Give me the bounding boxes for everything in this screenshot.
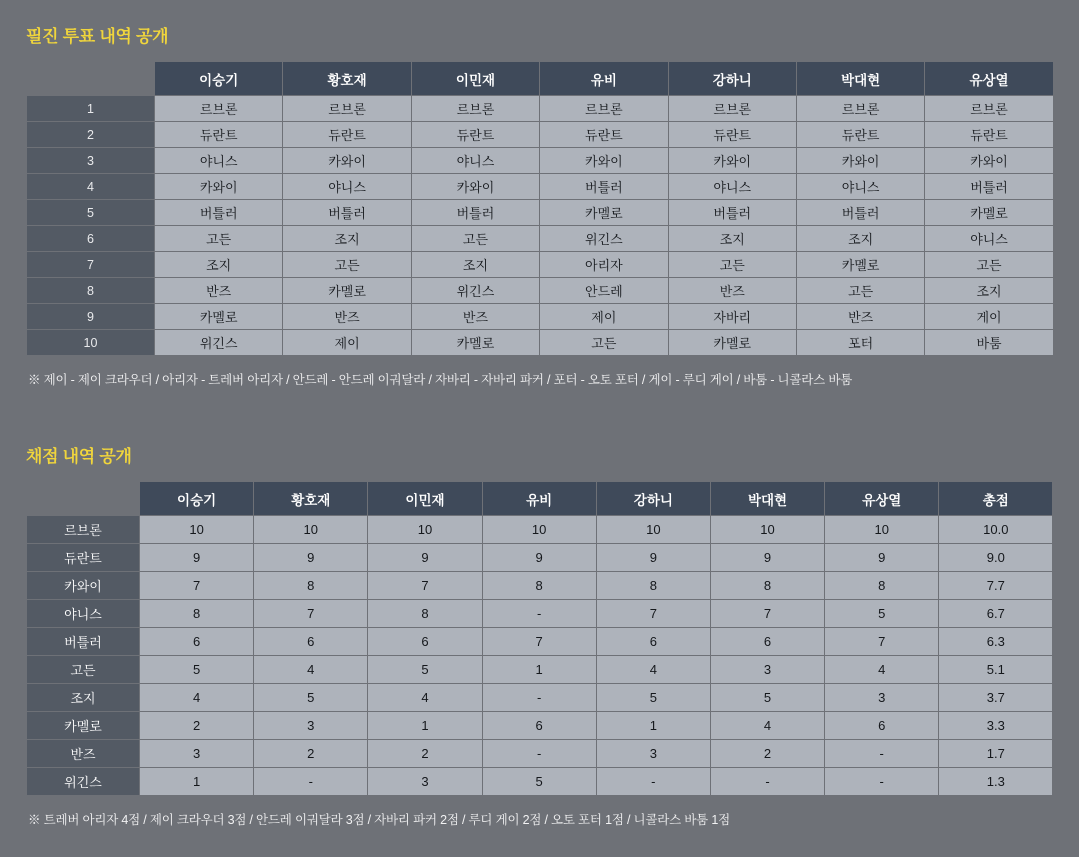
votes-cell: 반즈 bbox=[411, 304, 539, 330]
scores-total-cell: 3.7 bbox=[939, 684, 1053, 712]
scores-player-label: 조지 bbox=[27, 684, 140, 712]
votes-cell: 듀란트 bbox=[925, 122, 1053, 148]
scores-total-cell: 6.7 bbox=[939, 600, 1053, 628]
votes-cell: 바툼 bbox=[925, 330, 1053, 356]
votes-cell: 카멜로 bbox=[540, 200, 668, 226]
votes-cell: 르브론 bbox=[668, 96, 796, 122]
scores-cell: 10 bbox=[140, 516, 254, 544]
table-row bbox=[27, 174, 1054, 200]
scores-cell: 5 bbox=[482, 768, 596, 796]
scores-cell: 7 bbox=[596, 600, 710, 628]
votes-cell: 르브론 bbox=[540, 96, 668, 122]
votes-cell: 반즈 bbox=[283, 304, 411, 330]
votes-cell: 듀란트 bbox=[283, 122, 411, 148]
table-row bbox=[27, 712, 1053, 740]
votes-table-body bbox=[27, 96, 1054, 356]
scores-column-header: 이승기 bbox=[140, 482, 254, 516]
votes-section-title: 필진 투표 내역 공개 bbox=[26, 27, 169, 46]
scores-cell: 9 bbox=[482, 544, 596, 572]
votes-cell: 카멜로 bbox=[925, 200, 1053, 226]
votes-cell: 고든 bbox=[925, 252, 1053, 278]
scores-cell: 6 bbox=[140, 628, 254, 656]
scores-total-cell: 3.3 bbox=[939, 712, 1053, 740]
scores-cell: 6 bbox=[368, 628, 482, 656]
scores-player-label: 위긴스 bbox=[27, 768, 140, 796]
table-row bbox=[27, 278, 1054, 304]
votes-cell: 조지 bbox=[283, 226, 411, 252]
scores-cell: 7 bbox=[368, 572, 482, 600]
scores-cell: 8 bbox=[596, 572, 710, 600]
votes-rank-label: 6 bbox=[27, 226, 155, 252]
votes-cell: 듀란트 bbox=[411, 122, 539, 148]
scores-total-cell: 10.0 bbox=[939, 516, 1053, 544]
votes-cell: 위긴스 bbox=[155, 330, 283, 356]
scores-cell: 8 bbox=[368, 600, 482, 628]
scores-cell: - bbox=[254, 768, 368, 796]
scores-corner-cell bbox=[27, 482, 140, 516]
scores-cell: 4 bbox=[140, 684, 254, 712]
votes-cell: 고든 bbox=[411, 226, 539, 252]
votes-footnote: ※ 제이 - 제이 크라우더 / 아리자 - 트레버 아리자 / 안드레 - 안드레 이궈달라 / 자바리 - 자바리 파커 / 포터 - 오토 포터 / 게이 - 루디 게이 / 바툼 - 니콜라스 바툼 bbox=[28, 373, 853, 387]
scores-cell: 9 bbox=[825, 544, 939, 572]
scores-cell: 7 bbox=[710, 600, 824, 628]
scores-cell: 7 bbox=[254, 600, 368, 628]
votes-cell: 듀란트 bbox=[796, 122, 924, 148]
scores-cell: 6 bbox=[482, 712, 596, 740]
scores-column-header: 강하니 bbox=[596, 482, 710, 516]
scores-cell: 5 bbox=[596, 684, 710, 712]
scores-cell: 10 bbox=[482, 516, 596, 544]
votes-cell: 카와이 bbox=[796, 148, 924, 174]
scores-cell: 3 bbox=[825, 684, 939, 712]
votes-column-header: 이승기 bbox=[155, 62, 283, 96]
table-row bbox=[27, 330, 1054, 356]
table-row bbox=[27, 148, 1054, 174]
scores-table-head bbox=[27, 482, 1053, 516]
votes-column-header: 이민재 bbox=[411, 62, 539, 96]
votes-cell: 버틀러 bbox=[283, 200, 411, 226]
votes-cell: 고든 bbox=[155, 226, 283, 252]
votes-cell: 반즈 bbox=[155, 278, 283, 304]
scores-player-label: 반즈 bbox=[27, 740, 140, 768]
scores-cell: 8 bbox=[140, 600, 254, 628]
scores-total-cell: 7.7 bbox=[939, 572, 1053, 600]
table-row bbox=[27, 304, 1054, 330]
votes-cell: 반즈 bbox=[668, 278, 796, 304]
scores-section-title: 채점 내역 공개 bbox=[26, 447, 132, 466]
votes-rank-label: 9 bbox=[27, 304, 155, 330]
scores-player-label: 르브론 bbox=[27, 516, 140, 544]
scores-cell: 6 bbox=[825, 712, 939, 740]
table-row bbox=[27, 684, 1053, 712]
scores-cell: 1 bbox=[482, 656, 596, 684]
scores-cell: - bbox=[825, 768, 939, 796]
votes-column-header: 황호재 bbox=[283, 62, 411, 96]
scores-total-cell: 6.3 bbox=[939, 628, 1053, 656]
scores-cell: 1 bbox=[596, 712, 710, 740]
votes-rank-label: 10 bbox=[27, 330, 155, 356]
scores-header-row bbox=[27, 482, 1053, 516]
table-row bbox=[27, 226, 1054, 252]
scores-cell: 6 bbox=[710, 628, 824, 656]
votes-cell: 버틀러 bbox=[411, 200, 539, 226]
votes-rank-label: 8 bbox=[27, 278, 155, 304]
votes-cell: 안드레 bbox=[540, 278, 668, 304]
votes-cell: 카와이 bbox=[540, 148, 668, 174]
scores-total-cell: 1.3 bbox=[939, 768, 1053, 796]
votes-table bbox=[26, 61, 1054, 356]
votes-cell: 버틀러 bbox=[668, 200, 796, 226]
scores-column-header: 유비 bbox=[482, 482, 596, 516]
scores-cell: 5 bbox=[140, 656, 254, 684]
scores-total-header: 총점 bbox=[939, 482, 1053, 516]
scores-cell: 7 bbox=[140, 572, 254, 600]
scores-player-label: 버틀러 bbox=[27, 628, 140, 656]
votes-column-header: 유비 bbox=[540, 62, 668, 96]
votes-cell: 르브론 bbox=[411, 96, 539, 122]
scores-cell: 4 bbox=[254, 656, 368, 684]
votes-cell: 조지 bbox=[411, 252, 539, 278]
votes-rank-label: 5 bbox=[27, 200, 155, 226]
scores-cell: - bbox=[482, 740, 596, 768]
votes-cell: 카멜로 bbox=[796, 252, 924, 278]
votes-cell: 듀란트 bbox=[540, 122, 668, 148]
scores-cell: 5 bbox=[368, 656, 482, 684]
scores-cell: 2 bbox=[140, 712, 254, 740]
scores-column-header: 이민재 bbox=[368, 482, 482, 516]
scores-column-header: 유상열 bbox=[825, 482, 939, 516]
table-row bbox=[27, 544, 1053, 572]
scores-cell: 2 bbox=[254, 740, 368, 768]
scores-player-label: 카멜로 bbox=[27, 712, 140, 740]
table-row bbox=[27, 252, 1054, 278]
votes-cell: 야니스 bbox=[925, 226, 1053, 252]
votes-cell: 카멜로 bbox=[155, 304, 283, 330]
table-row bbox=[27, 122, 1054, 148]
votes-cell: 조지 bbox=[925, 278, 1053, 304]
votes-cell: 버틀러 bbox=[155, 200, 283, 226]
votes-cell: 위긴스 bbox=[411, 278, 539, 304]
scores-cell: 8 bbox=[254, 572, 368, 600]
scores-table-body bbox=[27, 516, 1053, 796]
scores-total-cell: 5.1 bbox=[939, 656, 1053, 684]
scores-cell: 10 bbox=[710, 516, 824, 544]
votes-cell: 카멜로 bbox=[668, 330, 796, 356]
table-row bbox=[27, 656, 1053, 684]
scores-player-label: 고든 bbox=[27, 656, 140, 684]
scores-cell: 4 bbox=[825, 656, 939, 684]
scores-cell: 2 bbox=[710, 740, 824, 768]
votes-cell: 르브론 bbox=[925, 96, 1053, 122]
table-row bbox=[27, 628, 1053, 656]
votes-cell: 야니스 bbox=[796, 174, 924, 200]
votes-cell: 제이 bbox=[283, 330, 411, 356]
scores-player-label: 듀란트 bbox=[27, 544, 140, 572]
scores-table bbox=[26, 481, 1053, 796]
votes-cell: 르브론 bbox=[155, 96, 283, 122]
scores-cell: - bbox=[710, 768, 824, 796]
scores-cell: 2 bbox=[368, 740, 482, 768]
votes-cell: 반즈 bbox=[796, 304, 924, 330]
votes-cell: 야니스 bbox=[155, 148, 283, 174]
votes-cell: 카와이 bbox=[411, 174, 539, 200]
scores-cell: 1 bbox=[140, 768, 254, 796]
votes-rank-label: 1 bbox=[27, 96, 155, 122]
table-row bbox=[27, 96, 1054, 122]
votes-cell: 조지 bbox=[155, 252, 283, 278]
scores-cell: 10 bbox=[368, 516, 482, 544]
votes-cell: 고든 bbox=[540, 330, 668, 356]
table-row bbox=[27, 572, 1053, 600]
table-row bbox=[27, 740, 1053, 768]
votes-header-row bbox=[27, 62, 1054, 96]
scores-cell: 7 bbox=[825, 628, 939, 656]
scores-cell: 10 bbox=[596, 516, 710, 544]
scores-total-cell: 1.7 bbox=[939, 740, 1053, 768]
votes-cell: 버틀러 bbox=[540, 174, 668, 200]
votes-cell: 위긴스 bbox=[540, 226, 668, 252]
votes-column-header: 강하니 bbox=[668, 62, 796, 96]
scores-player-label: 야니스 bbox=[27, 600, 140, 628]
votes-cell: 조지 bbox=[796, 226, 924, 252]
votes-cell: 야니스 bbox=[411, 148, 539, 174]
scores-cell: 1 bbox=[368, 712, 482, 740]
votes-column-header: 박대현 bbox=[796, 62, 924, 96]
votes-cell: 카와이 bbox=[925, 148, 1053, 174]
votes-cell: 카와이 bbox=[283, 148, 411, 174]
scores-cell: 5 bbox=[710, 684, 824, 712]
votes-cell: 고든 bbox=[668, 252, 796, 278]
scores-cell: 8 bbox=[710, 572, 824, 600]
votes-cell: 르브론 bbox=[796, 96, 924, 122]
scores-cell: 3 bbox=[254, 712, 368, 740]
scores-cell: 3 bbox=[596, 740, 710, 768]
scores-cell: - bbox=[482, 684, 596, 712]
scores-cell: 5 bbox=[254, 684, 368, 712]
votes-cell: 르브론 bbox=[283, 96, 411, 122]
votes-cell: 버틀러 bbox=[925, 174, 1053, 200]
scores-cell: 4 bbox=[368, 684, 482, 712]
votes-rank-label: 4 bbox=[27, 174, 155, 200]
votes-corner-cell bbox=[27, 62, 155, 96]
scores-cell: 9 bbox=[368, 544, 482, 572]
scores-total-cell: 9.0 bbox=[939, 544, 1053, 572]
votes-cell: 듀란트 bbox=[668, 122, 796, 148]
votes-table-head bbox=[27, 62, 1054, 96]
votes-cell: 고든 bbox=[283, 252, 411, 278]
votes-cell: 포터 bbox=[796, 330, 924, 356]
scores-column-header: 박대현 bbox=[710, 482, 824, 516]
table-row bbox=[27, 600, 1053, 628]
votes-cell: 카멜로 bbox=[411, 330, 539, 356]
votes-cell: 카와이 bbox=[155, 174, 283, 200]
votes-rank-label: 3 bbox=[27, 148, 155, 174]
scores-cell: 6 bbox=[596, 628, 710, 656]
scores-cell: 4 bbox=[710, 712, 824, 740]
table-row bbox=[27, 200, 1054, 226]
scores-cell: 9 bbox=[710, 544, 824, 572]
votes-cell: 조지 bbox=[668, 226, 796, 252]
votes-column-header: 유상열 bbox=[925, 62, 1053, 96]
section-spacer bbox=[26, 388, 1053, 438]
votes-rank-label: 7 bbox=[27, 252, 155, 278]
scores-cell: 9 bbox=[254, 544, 368, 572]
scores-cell: 5 bbox=[825, 600, 939, 628]
scores-cell: 3 bbox=[140, 740, 254, 768]
votes-cell: 야니스 bbox=[283, 174, 411, 200]
votes-cell: 버틀러 bbox=[796, 200, 924, 226]
scores-cell: 9 bbox=[596, 544, 710, 572]
scores-column-header: 황호재 bbox=[254, 482, 368, 516]
votes-cell: 아리자 bbox=[540, 252, 668, 278]
scores-cell: - bbox=[596, 768, 710, 796]
votes-cell: 자바리 bbox=[668, 304, 796, 330]
scores-footnote: ※ 트레버 아리자 4점 / 제이 크라우더 3점 / 안드레 이궈달라 3점 / 자바리 파커 2점 / 루디 게이 2점 / 오토 포터 1점 / 니콜라스 바툼 1점 bbox=[28, 813, 730, 827]
scores-cell: 8 bbox=[482, 572, 596, 600]
table-row bbox=[27, 768, 1053, 796]
scores-cell: 3 bbox=[368, 768, 482, 796]
scores-cell: - bbox=[482, 600, 596, 628]
scores-cell: - bbox=[825, 740, 939, 768]
votes-cell: 카멜로 bbox=[283, 278, 411, 304]
table-row bbox=[27, 516, 1053, 544]
votes-cell: 듀란트 bbox=[155, 122, 283, 148]
votes-cell: 야니스 bbox=[668, 174, 796, 200]
scores-cell: 9 bbox=[140, 544, 254, 572]
scores-cell: 4 bbox=[596, 656, 710, 684]
votes-cell: 카와이 bbox=[668, 148, 796, 174]
scores-cell: 3 bbox=[710, 656, 824, 684]
scores-cell: 6 bbox=[254, 628, 368, 656]
scores-cell: 10 bbox=[825, 516, 939, 544]
votes-cell: 제이 bbox=[540, 304, 668, 330]
scores-cell: 10 bbox=[254, 516, 368, 544]
scores-player-label: 카와이 bbox=[27, 572, 140, 600]
votes-rank-label: 2 bbox=[27, 122, 155, 148]
votes-cell: 고든 bbox=[796, 278, 924, 304]
scores-cell: 8 bbox=[825, 572, 939, 600]
scores-cell: 7 bbox=[482, 628, 596, 656]
votes-cell: 게이 bbox=[925, 304, 1053, 330]
